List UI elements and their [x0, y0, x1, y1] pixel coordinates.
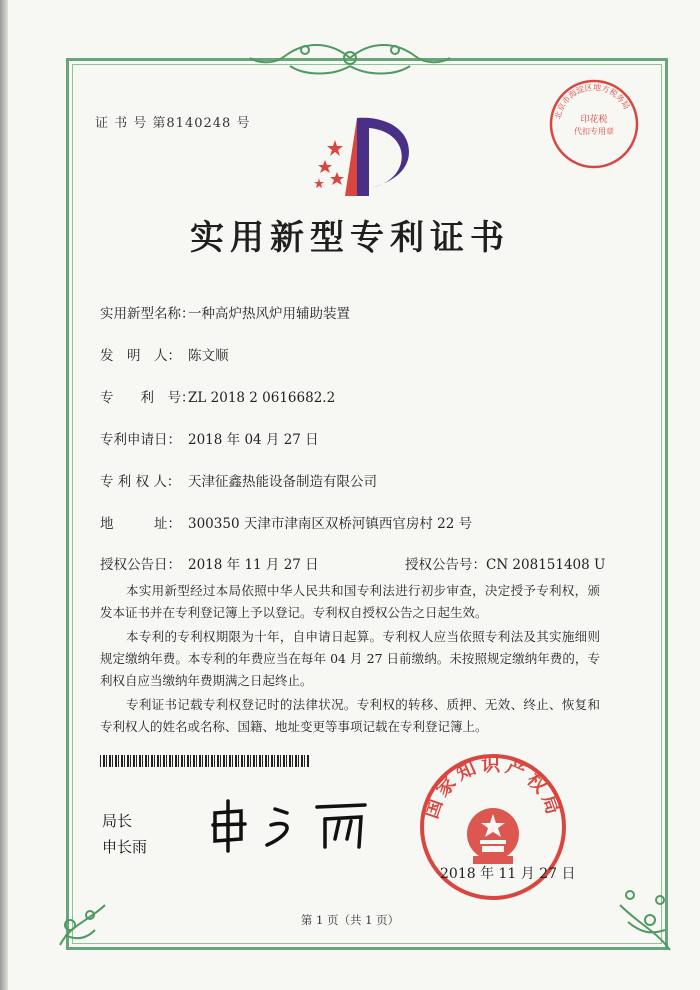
tax-stamp-center-2: 代扣专用章 — [574, 127, 614, 136]
field-value: 天津征鑫热能设备制造有限公司 — [188, 474, 377, 490]
field-label: 发 明 人： — [100, 348, 181, 364]
certificate-number-label: 证 书 号 第 — [95, 116, 167, 131]
field-label: 专 利 权 人： — [100, 474, 181, 490]
field-value: 陈文顺 — [188, 348, 229, 364]
body-paragraph-1: 本实用新型经过本局依照中华人民共和国专利法进行初步审查，决定授予专利权，颁发本证书并在专利登记簿上予以登记。专利权自授权公告之日起生效。 — [100, 583, 600, 620]
field-patentee — [100, 470, 377, 490]
field-address — [100, 512, 472, 532]
patent-office-logo-icon — [305, 108, 415, 200]
field-value: 一种高炉热风炉用辅助装置 — [188, 306, 350, 322]
director-title: 局长 — [102, 812, 133, 830]
field-label: 专利申请日： — [100, 432, 181, 448]
tax-stamp-icon — [548, 78, 640, 170]
field-label: 授权公告号： — [405, 557, 486, 573]
field-value: 2018 年 11 月 27 日 — [188, 557, 319, 573]
field-inventor — [100, 344, 229, 364]
tax-stamp-text: 北京市海淀区地方税务局 — [553, 82, 632, 121]
field-value: ZL 2018 2 0616682.2 — [188, 390, 336, 406]
certificate-number-value: 8140248 — [166, 116, 232, 131]
body-paragraph-3: 专利证书记载专利权登记时的法律状况。专利权的转移、质押、无效、终止、恢复和专利权人的姓名或名称、国籍、地址变更等事项记载在专利登记簿上。 — [100, 697, 600, 734]
tax-stamp-center-1: 印花税 — [580, 115, 608, 125]
page-number: 第 1 页（共 1 页） — [300, 913, 400, 927]
field-label: 授权公告日： — [100, 557, 181, 573]
director-name: 申长雨 — [102, 838, 148, 856]
page-edge-shadow — [0, 0, 8, 990]
field-grant-number — [405, 553, 605, 573]
top-ornament-icon — [245, 36, 455, 80]
field-label: 实用新型名称： — [100, 306, 195, 322]
seal-date: 2018 年 11 月 27 日 — [440, 866, 576, 882]
handwritten-signature — [205, 795, 375, 855]
certificate-number-suffix: 号 — [236, 116, 251, 131]
barcode — [100, 755, 310, 767]
field-value: CN 208151408 U — [486, 557, 606, 573]
certificate-title: 实用新型专利证书 — [190, 218, 510, 258]
field-utility-model-name — [100, 302, 350, 322]
field-patent-number — [100, 386, 335, 406]
field-label: 地 址： — [100, 516, 181, 532]
seal-text: 国家知识产权局 — [420, 753, 566, 822]
field-grant-date — [100, 553, 319, 573]
field-label: 专 利 号： — [100, 390, 195, 406]
field-value: 2018 年 04 月 27 日 — [188, 432, 319, 448]
body-paragraph-2: 本专利的专利权期限为十年，自申请日起算。专利权人应当依照专利法及其实施细则规定缴纳年费。本专利的年费应当在每年 04 月 27 日前缴纳。未按照规定缴纳年费的，专利权自应当缴纳年费期满之日起终止。 — [100, 629, 600, 688]
certificate-number — [95, 112, 250, 131]
field-value: 300350 天津市津南区双桥河镇西官房村 22 号 — [188, 516, 473, 532]
field-filing-date — [100, 428, 319, 448]
